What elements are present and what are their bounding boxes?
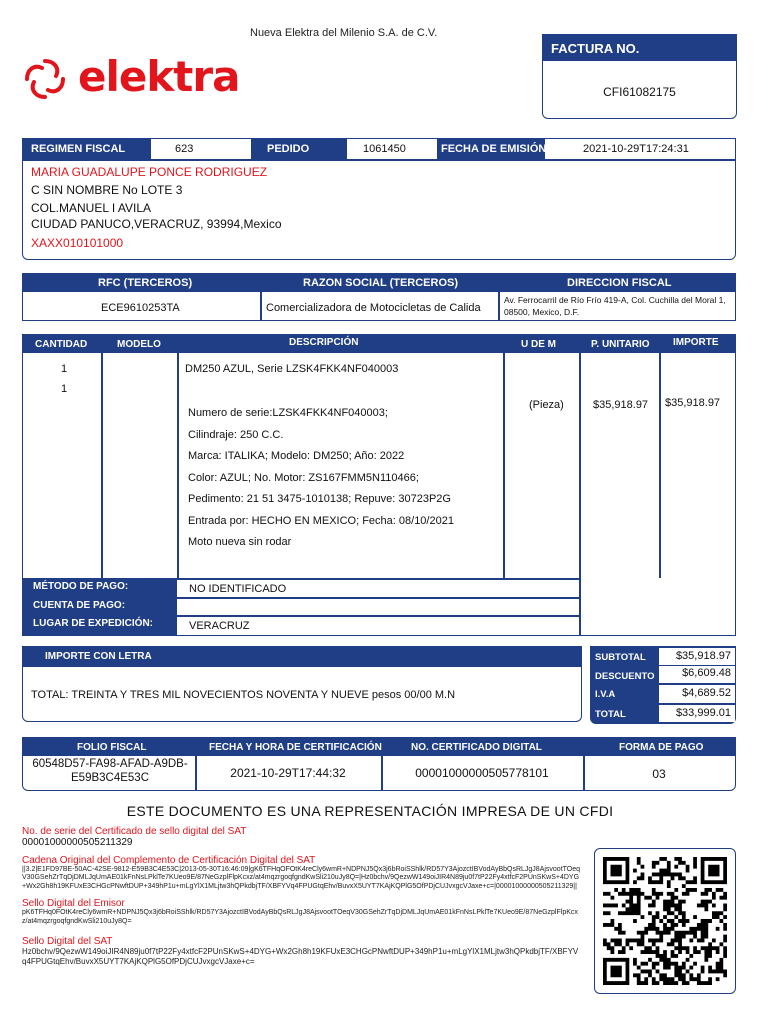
- subtotal-value: $35,918.97: [659, 648, 735, 665]
- fecha-emision-value: 2021-10-29T17:24:31: [583, 143, 689, 155]
- forma-pago-value: 03: [652, 767, 666, 781]
- col-udem: U DE M: [521, 339, 556, 350]
- razon-terceros-value: Comercializadora de Motocicletas de Calida: [266, 302, 481, 314]
- col-punitario: P. UNITARIO: [591, 339, 650, 350]
- sat-info: [22, 826, 582, 967]
- metodo-pago-label: MÉTODO DE PAGO:: [33, 581, 129, 592]
- customer-rfc: XAXX010101000: [31, 236, 124, 250]
- total-label: TOTAL: [595, 709, 626, 720]
- col-importe: IMPORTE: [673, 337, 719, 348]
- razon-terceros-label: RAZON SOCIAL (TERCEROS): [303, 277, 459, 289]
- subtotal-label: SUBTOTAL: [595, 652, 646, 663]
- totals-box: [590, 646, 736, 724]
- metodo-pago-value: NO IDENTIFICADO: [189, 583, 287, 595]
- total-value: $33,999.01: [659, 705, 735, 722]
- qr-code-icon: [603, 857, 727, 985]
- item-udem: (Pieza): [529, 399, 564, 411]
- item-punitario: $35,918.97: [593, 399, 649, 411]
- regimen-value: 623: [175, 143, 194, 155]
- logo-wordmark: elektra: [78, 52, 240, 101]
- sello-sat-value: Hz0bchv/9QezwW149oiJIR4N89ju0f7tP22Fy4xtfcF2PUnSKwS+4DYG+Wx2Gh8h19KFUxE3CHGcPNwftDUP+349hP1u+mLgYlX1MLjtw3hQPkdbjTF/XBFYVq4FPUGtqEhv/BuvxX5UYT7KAjKQPlG5OfPDjCUJvxgcVJaxe+c=: [22, 947, 579, 967]
- customer-address-1: C SIN NOMBRE No LOTE 3: [31, 183, 183, 197]
- customer-name: MARIA GUADALUPE PONCE RODRIGUEZ: [31, 165, 268, 179]
- invoice-number-box: [542, 34, 737, 119]
- elektra-logo: [22, 52, 272, 106]
- sello-emisor-value: pK6TFHq0FOtK4reCly6wmR+NDPNJ5Qx3j6bRoiSShlk/RD57Y3AjozctIBVodAyBbQsRLJgJ8AjsvootTOeqV30GSehZrTqDjDMLJqUmAE01kFnNsLPklTe7KUeo9E/87NeGzplFlpKcxz/at4mqzrgoqfgndKwSli210uJy8Q=: [22, 909, 578, 925]
- rfc-terceros-value: ECE9610253TA: [101, 302, 180, 314]
- lugar-expedicion-value: VERACRUZ: [189, 620, 250, 632]
- iva-label: I.V.A: [595, 689, 616, 700]
- totals-row: [591, 647, 735, 666]
- customer-address-2: COL.MANUEL I AVILA: [31, 201, 152, 215]
- pedido-value: 1061450: [363, 143, 406, 155]
- customer-address-3: CIUDAD PANUCO,VERACRUZ, 93994,Mexico: [31, 217, 282, 231]
- invoice-number: CFI61082175: [603, 85, 676, 99]
- cadena-original-value: ||3.2|E1FD97BE-50AC-42SE-9812-E59B3C4E53C|2013-05-30T16:46:09|gK6TFHqOFOtK4reCly6wmR+NDPNJ5Qx3j6bRoiSShlk/RD57Y3AjozctIBVodAyBbQsRLJgJ8AjsvootTOeqV30GSehZrTqDjDMLJqUmAE01kFnNsLPklTe7KUeo9E/87NeGzplFlpKcxz/at4mqzrgoqfgndKwSli210uJy8Q=|Hz0bchv/9QezwW149oiJIR4N89ju0f7tP22Fy4xtfcF2PUnSKwS+4DYG+Wx2Gh8h19KFUxE3CHGcPNwftDUP+349hP1u+mLgYlX1MLjtw3hQPkdbjTF/XBFYVq4FPUGtqEhv/BuvxX5UYT7KAjKQPlG5OfPDjCUJvxgcVJaxe+c=|00001000000505211329||: [22, 866, 581, 890]
- items-table: [22, 334, 736, 636]
- iva-value: $4,689.52: [659, 685, 735, 703]
- item-cantidad-2: 1: [61, 383, 68, 395]
- totals-row: [591, 685, 735, 704]
- col-descripcion: DESCRIPCIÓN: [289, 337, 359, 348]
- totals-row: [591, 704, 735, 723]
- no-certificado-label: NO. CERTIFICADO DIGITAL: [411, 742, 542, 753]
- forma-pago-label: FORMA DE PAGO: [619, 742, 704, 753]
- lugar-expedicion-label: LUGAR DE EXPEDICIÓN:: [33, 618, 154, 629]
- totals-row: [591, 666, 735, 685]
- cadena-original-label: Cadena Original del Complemento de Certificación Digital del SAT: [22, 855, 316, 866]
- item-line: Moto nueva sin rodar: [188, 536, 292, 548]
- item-line: Pedimento: 21 51 3475-1010138; Repuve: 30723P2G: [188, 493, 451, 505]
- company-name: Nueva Elektra del Milenio S.A. de C.V.: [250, 27, 438, 39]
- col-cantidad: CANTIDAD: [35, 339, 88, 350]
- item-title: DM250 AZUL, Serie LZSK4FKK4NF040003: [185, 363, 399, 375]
- direccion-fiscal-value: Av. Ferrocarril de Río Frío 419-A, Col. Cuchilla del Moral 1, 08500, Mexico, D.F.: [504, 295, 726, 317]
- serie-certificado-value: 00001000000505211329: [22, 837, 133, 848]
- cfdi-notice: ESTE DOCUMENTO ES UNA REPRESENTACIÓN IMPRESA DE UN CFDI: [126, 803, 614, 819]
- item-line: Entrada por: HECHO EN MEXICO; Fecha: 08/10/2021: [188, 514, 454, 527]
- fecha-emision-label: FECHA DE EMISIÓN: [441, 143, 547, 155]
- descuento-value: $6,609.48: [659, 666, 735, 683]
- item-line: Marca: ITALIKA; Modelo: DM250; Año: 2022: [188, 450, 405, 462]
- folio-fiscal-value: 60548D57-FA98-AFAD-A9DB-E59B3C4E53C: [32, 758, 188, 784]
- regimen-label: REGIMEN FISCAL: [31, 143, 126, 155]
- invoice-label: FACTURA NO.: [543, 35, 736, 61]
- sello-sat-label: Sello Digital del SAT: [22, 936, 113, 948]
- sello-emisor-label: Sello Digital del Emisor: [22, 898, 125, 910]
- direccion-fiscal-label: DIRECCION FISCAL: [567, 277, 672, 289]
- importe-letra-box: [22, 646, 582, 722]
- item-importe: $35,918.97: [665, 397, 721, 409]
- folio-fiscal-label: FOLIO FISCAL: [77, 742, 147, 753]
- pedido-label: PEDIDO: [267, 143, 310, 155]
- item-description: [188, 403, 454, 554]
- fecha-certificacion-value: 2021-10-29T17:44:32: [230, 766, 346, 780]
- customer-box: [22, 138, 736, 260]
- cuenta-pago-label: CUENTA DE PAGO:: [33, 600, 126, 611]
- qr-code-frame: [594, 848, 736, 994]
- fiscal-row: [23, 139, 735, 159]
- terceros-box: [22, 273, 736, 321]
- col-modelo: MODELO: [117, 339, 161, 350]
- fecha-certificacion-label: FECHA Y HORA DE CERTIFICACIÓN: [209, 742, 382, 753]
- serie-certificado-label: No. de serie del Certificado de sello digital del SAT: [22, 826, 247, 837]
- certification-box: [22, 737, 736, 791]
- importe-letra-label: IMPORTE CON LETRA: [23, 647, 581, 667]
- no-certificado-value: 00001000000505778101: [415, 766, 549, 780]
- item-cantidad-1: 1: [61, 363, 68, 375]
- item-line: Numero de serie:LZSK4FKK4NF040003;: [188, 407, 388, 419]
- importe-letra-text: TOTAL: TREINTA Y TRES MIL NOVECIENTOS NOVENTA Y NUEVE pesos 00/00 M.N: [31, 689, 456, 701]
- descuento-label: DESCUENTO: [595, 671, 655, 682]
- item-line: Color: AZUL; No. Motor: ZS167FMM5N110466;: [188, 471, 419, 484]
- elektra-logo-icon: [22, 56, 68, 102]
- rfc-terceros-label: RFC (TERCEROS): [98, 277, 193, 289]
- item-line: Cilindraje: 250 C.C.: [188, 428, 284, 441]
